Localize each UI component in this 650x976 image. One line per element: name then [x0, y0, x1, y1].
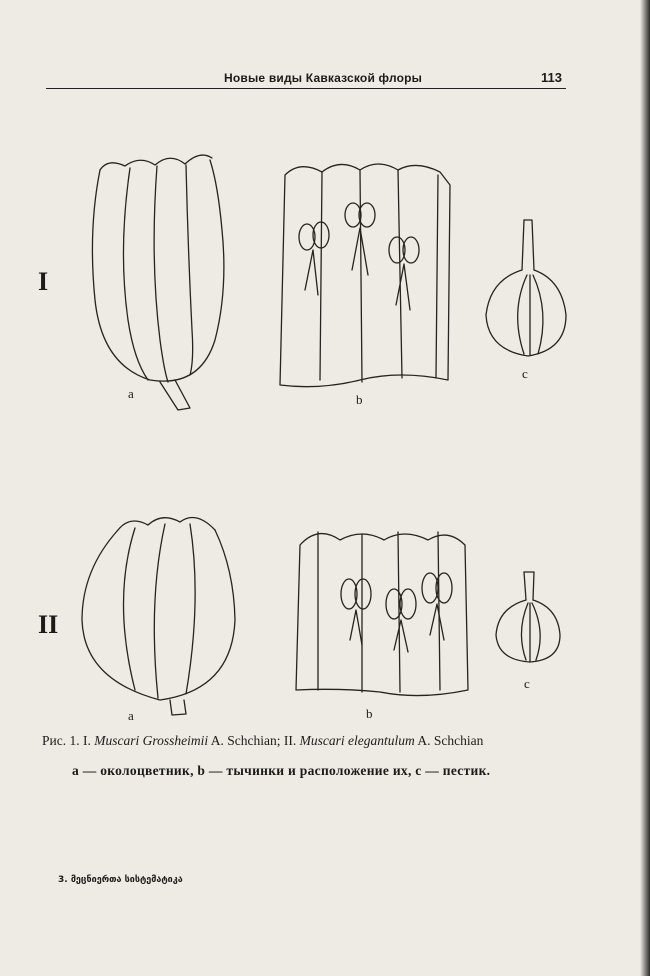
caption-species-1-name: Muscari Grossheimii — [94, 733, 209, 748]
page-number: 113 — [541, 70, 562, 85]
part-label: c — [522, 366, 528, 381]
part-label: a — [128, 708, 134, 723]
row-label-II: II — [38, 610, 59, 639]
drawing-II-c-pistil — [496, 572, 560, 691]
drawing-II-a-perianth — [82, 518, 235, 724]
caption-species-2-numeral: II. — [283, 733, 297, 748]
caption-species-2-name: Muscari elegantulum — [299, 733, 415, 748]
part-label: a — [128, 386, 134, 401]
part-label: b — [366, 706, 373, 721]
drawing-II-b-stamens — [296, 532, 468, 721]
footer-library-stamp: 3. მეცნიერთა სისტემატიკა — [58, 875, 183, 885]
caption-fig-prefix: Рис. 1. — [42, 733, 80, 748]
part-label: c — [524, 676, 530, 691]
caption-species-2-author: A. Schchian — [417, 733, 484, 748]
part-label: b — [356, 392, 363, 407]
row-label-I: I — [38, 267, 49, 296]
caption-species-1-numeral: I. — [82, 733, 91, 748]
drawing-I-a-perianth — [92, 155, 223, 410]
figure-legend: a — околоцветник, b — тычинки и расположение их, c — пестик. — [72, 763, 491, 778]
drawing-I-c-pistil — [486, 220, 566, 381]
figure-caption — [42, 733, 483, 749]
drawing-I-b-stamens — [280, 164, 450, 407]
running-head: Новые виды Кавказской флоры — [224, 71, 423, 85]
caption-species-1-author: A. Schchian; — [210, 733, 281, 748]
